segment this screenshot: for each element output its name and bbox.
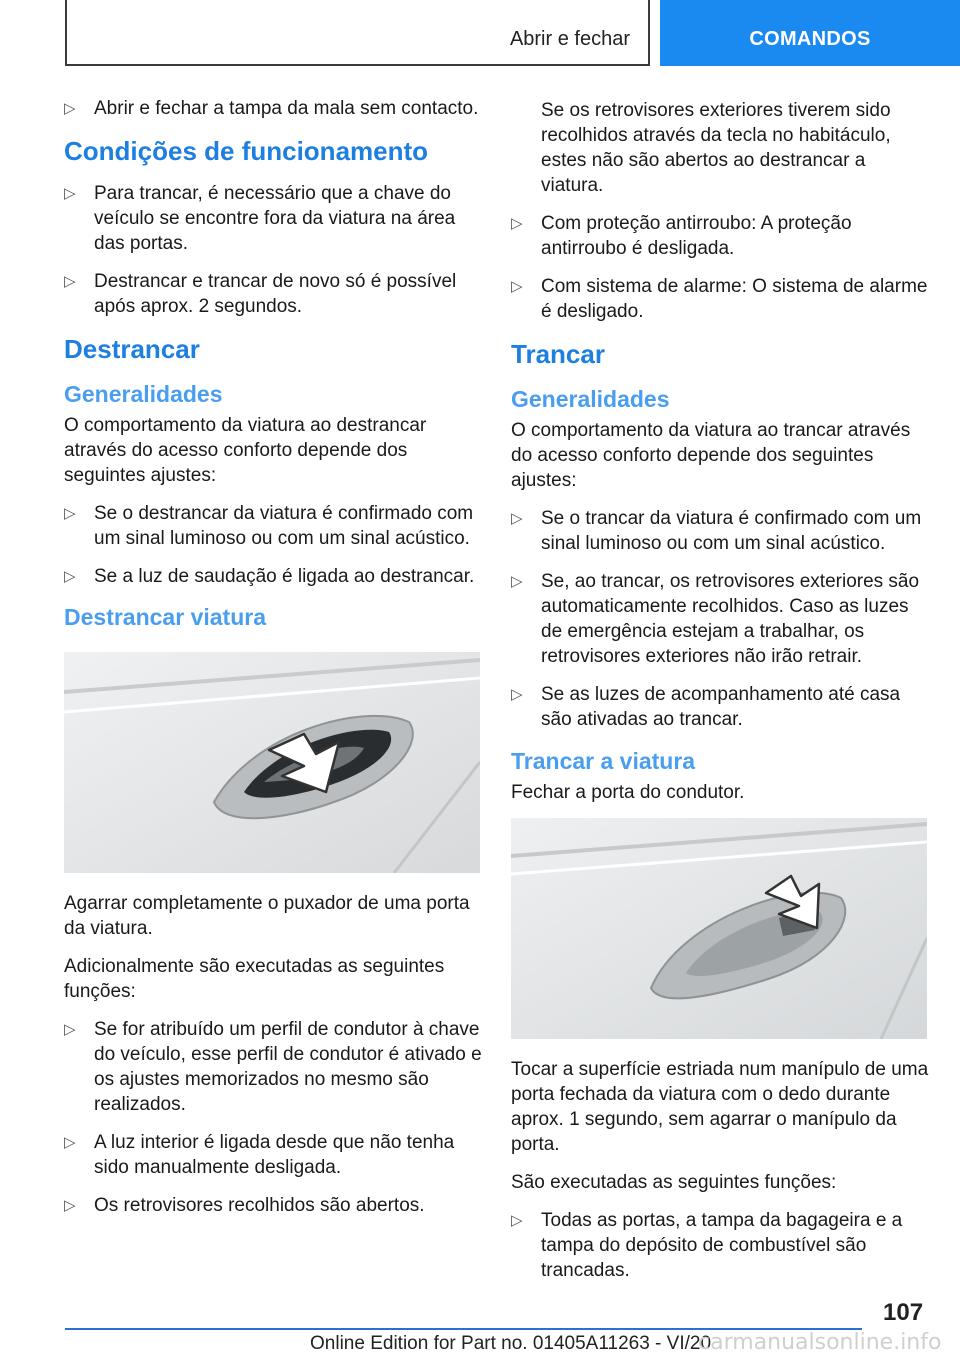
caption-tocar: Tocar a superfície estriada num manípulo de uma porta fechada da viatura com o dedo durante aprox. 1 segundo, sem agarrar o manípulo da porta. — [511, 1059, 929, 1155]
list-item: ▷ Se o trancar da viatura é confirmado com um sinal luminoso ou com um sinal acústico. — [511, 508, 922, 554]
heading-destrancar: Destrancar — [64, 334, 200, 364]
heading-generalidades: Generalidades — [511, 386, 670, 412]
list-item: ▷ Os retrovisores recolhidos são abertos. — [64, 1195, 425, 1216]
paragraph-generalidades: O comportamento da viatura ao destrancar através do acesso conforto depende dos seguintes ajustes: — [64, 415, 427, 486]
list-item: ▷ Abrir e fechar a tampa da mala sem contacto. — [64, 98, 479, 119]
list-item: ▷ Para trancar, é necessário que a chave do veículo se encontre fora da viatura na área das portas. — [64, 183, 456, 254]
paragraph-fechar: Fechar a porta do condutor. — [511, 782, 745, 803]
list-item: ▷ Se for atribuído um perfil de condutor à chave do veículo, esse perfil de condutor é ativado e os ajustes memorizados no mesmo são realizados. — [64, 1019, 482, 1115]
heading-generalidades: Generalidades — [64, 381, 223, 407]
door-handle-grab-illustration — [64, 652, 480, 873]
bullet-triangle-icon: ▷ — [64, 100, 76, 117]
paragraph-funcoes: São executadas as seguintes funções: — [511, 1172, 837, 1193]
heading-destrancar-viatura: Destrancar viatura — [64, 604, 266, 630]
bullet-triangle-icon: ▷ — [511, 215, 523, 232]
header-chapter-label: COMANDOS — [749, 28, 871, 50]
paragraph-generalidades: O comportamento da viatura ao trancar através do acesso conforto depende dos seguintes ajustes: — [511, 420, 911, 491]
header-section-box — [65, 0, 650, 66]
list-item: ▷ Todas as portas, a tampa da bagageira e a tampa do depósito de combustível são trancadas. — [511, 1210, 903, 1281]
bullet-triangle-icon: ▷ — [511, 278, 523, 295]
caption-agarrar: Agarrar completamente o puxador de uma porta da viatura. — [64, 893, 470, 939]
bullet-triangle-icon: ▷ — [64, 185, 76, 202]
footer-watermark: carmanualsonline.info — [698, 1330, 942, 1355]
bullet-triangle-icon: ▷ — [64, 568, 76, 585]
bullet-triangle-icon: ▷ — [511, 510, 523, 527]
heading-trancar: Trancar — [511, 339, 605, 369]
list-item-continuation: Se os retrovisores exteriores tiverem sido recolhidos através da tecla no habitáculo, estes não são abertos ao destrancar a viatura. — [541, 100, 891, 196]
paragraph-funcoes: Adicionalmente são executadas as seguintes funções: — [64, 956, 445, 1002]
page-number: 107 — [883, 1299, 924, 1326]
list-item: ▷ Se a luz de saudação é ligada ao destrancar. — [64, 566, 475, 587]
header-chapter-tab — [660, 0, 960, 66]
bullet-triangle-icon: ▷ — [511, 1212, 523, 1229]
bullet-triangle-icon: ▷ — [511, 573, 523, 590]
list-item: ▷ Se, ao trancar, os retrovisores exteriores são automaticamente recolhidos. Caso as luzes de emergência estejam a trabalhar, os retrovisores exteriores não irão retrair. — [511, 571, 920, 667]
bullet-triangle-icon: ▷ — [64, 273, 76, 290]
list-item: ▷ Se as luzes de acompanhamento até casa são ativadas ao trancar. — [511, 684, 901, 730]
list-item: ▷ Destrancar e trancar de novo só é possível após aprox. 2 segundos. — [64, 271, 457, 317]
bullet-triangle-icon: ▷ — [64, 1021, 76, 1038]
bullet-triangle-icon: ▷ — [64, 505, 76, 522]
footer-edition: Online Edition for Part no. 01405A11263 - VI/20 — [310, 1333, 712, 1354]
heading-condicoes: Condições de funcionamento — [64, 136, 429, 166]
list-item: ▷ Com proteção antirroubo: A proteção antirroubo é desligada. — [511, 213, 852, 259]
left-column — [64, 96, 482, 1231]
bullet-triangle-icon: ▷ — [511, 686, 523, 703]
list-item: ▷ Se o destrancar da viatura é confirmado com um sinal luminoso ou com um sinal acústico. — [64, 503, 474, 549]
list-item: ▷ A luz interior é ligada desde que não tenha sido manualmente desligada. — [64, 1132, 455, 1178]
list-item: ▷ Com sistema de alarme: O sistema de alarme é desligado. — [511, 276, 928, 322]
door-handle-touch-illustration — [511, 818, 927, 1039]
header-section-title: Abrir e fechar — [509, 28, 630, 50]
right-column — [511, 98, 929, 1296]
heading-trancar-viatura: Trancar a viatura — [511, 748, 696, 774]
bullet-triangle-icon: ▷ — [64, 1134, 76, 1151]
bullet-triangle-icon: ▷ — [64, 1197, 76, 1214]
